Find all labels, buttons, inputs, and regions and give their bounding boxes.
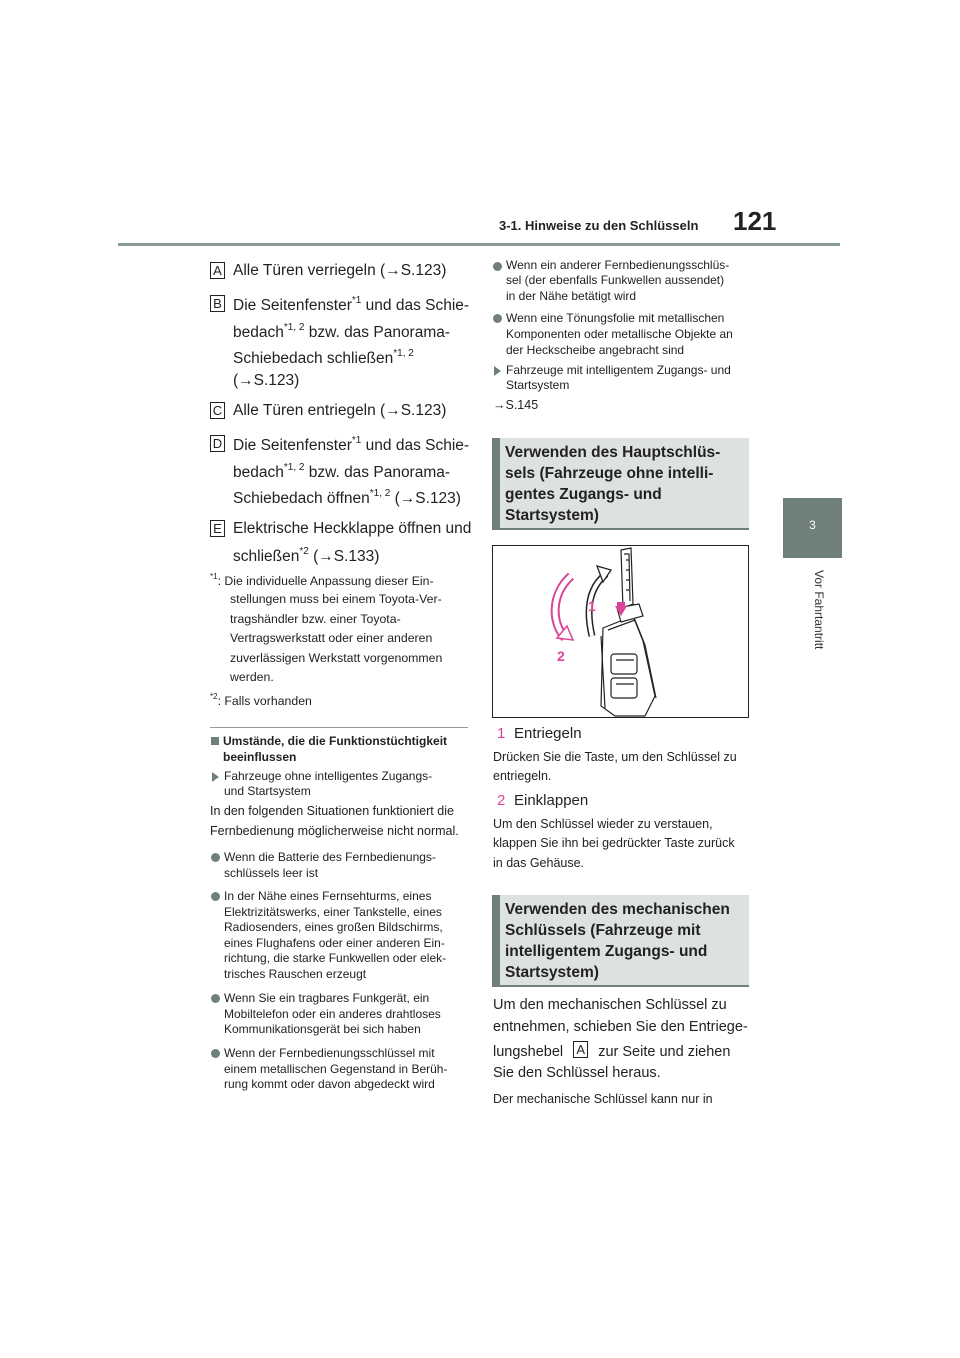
step1-number: 1	[497, 725, 506, 742]
chapter-number: 3	[809, 518, 816, 532]
triangle-bullet-icon	[494, 366, 501, 376]
ref-link: →S.145	[493, 398, 539, 412]
step2-number: 2	[497, 792, 506, 809]
para-line4: Sie den Schlüssel heraus.	[493, 1065, 661, 1081]
footnote-1-line5: zuverlässigen Werkstatt vorgenommen	[230, 651, 443, 665]
heading-bar	[492, 438, 500, 528]
left-bullet2-line6: trisches Rauschen erzeugt	[224, 967, 367, 981]
item-e-line2: schließen$^{*2}$ (→S.133)	[233, 546, 380, 565]
item-d-line2: bedach$^{*1, 2}$ bzw. das Panorama-	[233, 462, 451, 481]
para-line3: lungshebel A zur Seite und ziehen	[493, 1042, 731, 1060]
item-b-line3: Schiebedach schließen$^{*1, 2}$	[233, 348, 414, 367]
item-d-line3: Schiebedach öffnen$^{*1, 2}$ (→S.123)	[233, 488, 461, 507]
footnote-1-line6: werden.	[230, 670, 274, 684]
footnote-1-line2: stellungen muss bei einem Toyota-Ver-	[230, 592, 442, 606]
chapter-label: Vor Fahrtantritt	[812, 570, 826, 650]
right-bullet1-line3: in der Nähe betätigt wird	[506, 289, 637, 303]
item-a-text: Alle Türen verriegeln (→S.123)	[233, 262, 447, 279]
left-bullet2-line4: eines Flughafens oder einer anderen Ein-	[224, 936, 445, 950]
item-b-line4: (→S.123)	[233, 372, 300, 389]
para-line2: entnehmen, schieben Sie den Entriege-	[493, 1019, 748, 1035]
label-box-e: E	[210, 520, 225, 537]
label-box-c: C	[210, 402, 225, 419]
footnote-1-line4: Vertragswerkstatt oder einer anderen	[230, 631, 433, 645]
left-bullet1-line1: Wenn die Batterie des Fernbedienungs-	[224, 850, 436, 864]
step1-desc-line2: entriegeln.	[493, 769, 552, 783]
heading1-line1: Verwenden des Hauptschlüs-	[505, 444, 721, 461]
divider	[210, 727, 468, 728]
step1-desc-line1: Drücken Sie die Taste, um den Schlüssel zu	[493, 750, 737, 764]
intro-line1: In den folgenden Situationen funktioniert die	[210, 804, 454, 818]
footnote-2: $^{*2}$: Falls vorhanden	[210, 692, 312, 708]
label-box-d: D	[210, 435, 225, 452]
left-bullet4-line1: Wenn der Fernbedienungsschlüssel mit	[224, 1046, 435, 1060]
bullet-dot-icon	[211, 1049, 220, 1058]
system-line2: und Startsystem	[224, 784, 311, 798]
left-bullet2-line2: Elektrizitätswerks, einer Tankstelle, eines	[224, 905, 442, 919]
figure-label-2: 2	[557, 648, 565, 664]
conditions-title-line1: Umstände, die die Funktionstüchtigkeit	[223, 734, 448, 748]
label-box-inline-a: A	[573, 1041, 588, 1058]
heading-bar	[492, 895, 500, 985]
item-e-line1: Elektrische Heckklappe öffnen und	[233, 520, 472, 537]
bullet-dot-icon	[493, 262, 502, 271]
section-title: 3-1. Hinweise zu den Schlüsseln	[499, 218, 699, 233]
step2-desc-line1: Um den Schlüssel wieder zu verstauen,	[493, 817, 713, 831]
left-bullet3-line3: Kommunikationsgerät bei sich haben	[224, 1022, 421, 1036]
heading-box-1	[492, 438, 749, 530]
left-bullet3-line1: Wenn Sie ein tragbares Funkgerät, ein	[224, 991, 430, 1005]
header-rule	[118, 243, 840, 246]
right-bullet1-line1: Wenn ein anderer Fernbedienungsschlüs-	[506, 258, 730, 272]
left-bullet2-line3: Radiosenders, eines großen Bildschirms,	[224, 920, 443, 934]
bullet-dot-icon	[493, 314, 502, 323]
last-line: Der mechanische Schlüssel kann nur in	[493, 1092, 713, 1106]
para-line1: Um den mechanischen Schlüssel zu	[493, 997, 727, 1013]
system-line1: Fahrzeuge ohne intelligentes Zugangs-	[224, 769, 433, 783]
right-bullet2-line1: Wenn eine Tönungsfolie mit metallischen	[506, 311, 725, 325]
right-bullet1-line2: sel (der ebenfalls Funkwellen aussendet)	[506, 273, 725, 287]
heading1-line4: Startsystem)	[505, 507, 599, 524]
left-bullet4-line2: einem metallischen Gegenstand in Berüh-	[224, 1062, 448, 1076]
conditions-title-line2: beeinflussen	[223, 750, 297, 764]
figure-label-1: 1	[588, 598, 596, 614]
bullet-dot-icon	[211, 853, 220, 862]
right-system-line1: Fahrzeuge mit intelligentem Zugangs- und	[506, 363, 731, 377]
item-b-line2: bedach$^{*1, 2}$ bzw. das Panorama-	[233, 322, 451, 341]
left-bullet2-line5: richtung, die starke Funkwellen oder elek-	[224, 951, 447, 965]
chapter-label-wrap	[812, 570, 826, 690]
square-bullet-icon	[211, 737, 219, 745]
left-bullet2-line1: In der Nähe eines Fernsehturms, eines	[224, 889, 432, 903]
intro-line2: Fernbedienung möglicherweise nicht normal.	[210, 824, 459, 838]
heading1-line3: gentes Zugangs- und	[505, 486, 662, 503]
left-bullet4-line3: rung kommt oder davon abgedeckt wird	[224, 1077, 435, 1091]
label-box-a: A	[210, 262, 225, 279]
heading-box-2	[492, 895, 749, 987]
right-system-line2: Startsystem	[506, 378, 570, 392]
footnote-1-line3: tragshändler bzw. einer Toyota-	[230, 612, 401, 626]
item-c-text: Alle Türen entriegeln (→S.123)	[233, 402, 447, 419]
heading2-line1: Verwenden des mechanischen	[505, 901, 730, 918]
heading2-line4: Startsystem)	[505, 964, 599, 981]
triangle-bullet-icon	[212, 772, 219, 782]
heading1-line2: sels (Fahrzeuge ohne intelli-	[505, 465, 714, 482]
bullet-dot-icon	[211, 892, 220, 901]
page-number: 121	[733, 206, 777, 236]
step2-desc-line2: klappen Sie ihn bei gedrückter Taste zurück	[493, 836, 735, 850]
heading2-line3: intelligentem Zugangs- und	[505, 943, 708, 960]
step1-title: Entriegeln	[514, 725, 582, 742]
step2-title: Einklappen	[514, 792, 589, 809]
left-bullet1-line2: schlüssels leer ist	[224, 866, 319, 880]
right-bullet2-line2: Komponenten oder metallische Objekte an	[506, 327, 733, 341]
bullet-dot-icon	[211, 994, 220, 1003]
key-illustration	[492, 545, 749, 718]
left-bullet3-line2: Mobiltelefon oder ein anderes drahtloses	[224, 1007, 441, 1021]
key-drawing	[493, 546, 748, 717]
step2-desc-line3: in das Gehäuse.	[493, 856, 585, 870]
item-d-line1: Die Seitenfenster$^{*1}$ und das Schie-	[233, 435, 470, 454]
item-b-line1: Die Seitenfenster$^{*1}$ und das Schie-	[233, 295, 470, 314]
label-box-b: B	[210, 295, 225, 312]
right-bullet2-line3: der Heckscheibe angebracht sind	[506, 343, 685, 357]
heading2-line2: Schlüssels (Fahrzeuge mit	[505, 922, 701, 939]
footnote-1-line1: $^{*1}$: Die individuelle Anpassung dieser Ein-	[210, 572, 434, 588]
